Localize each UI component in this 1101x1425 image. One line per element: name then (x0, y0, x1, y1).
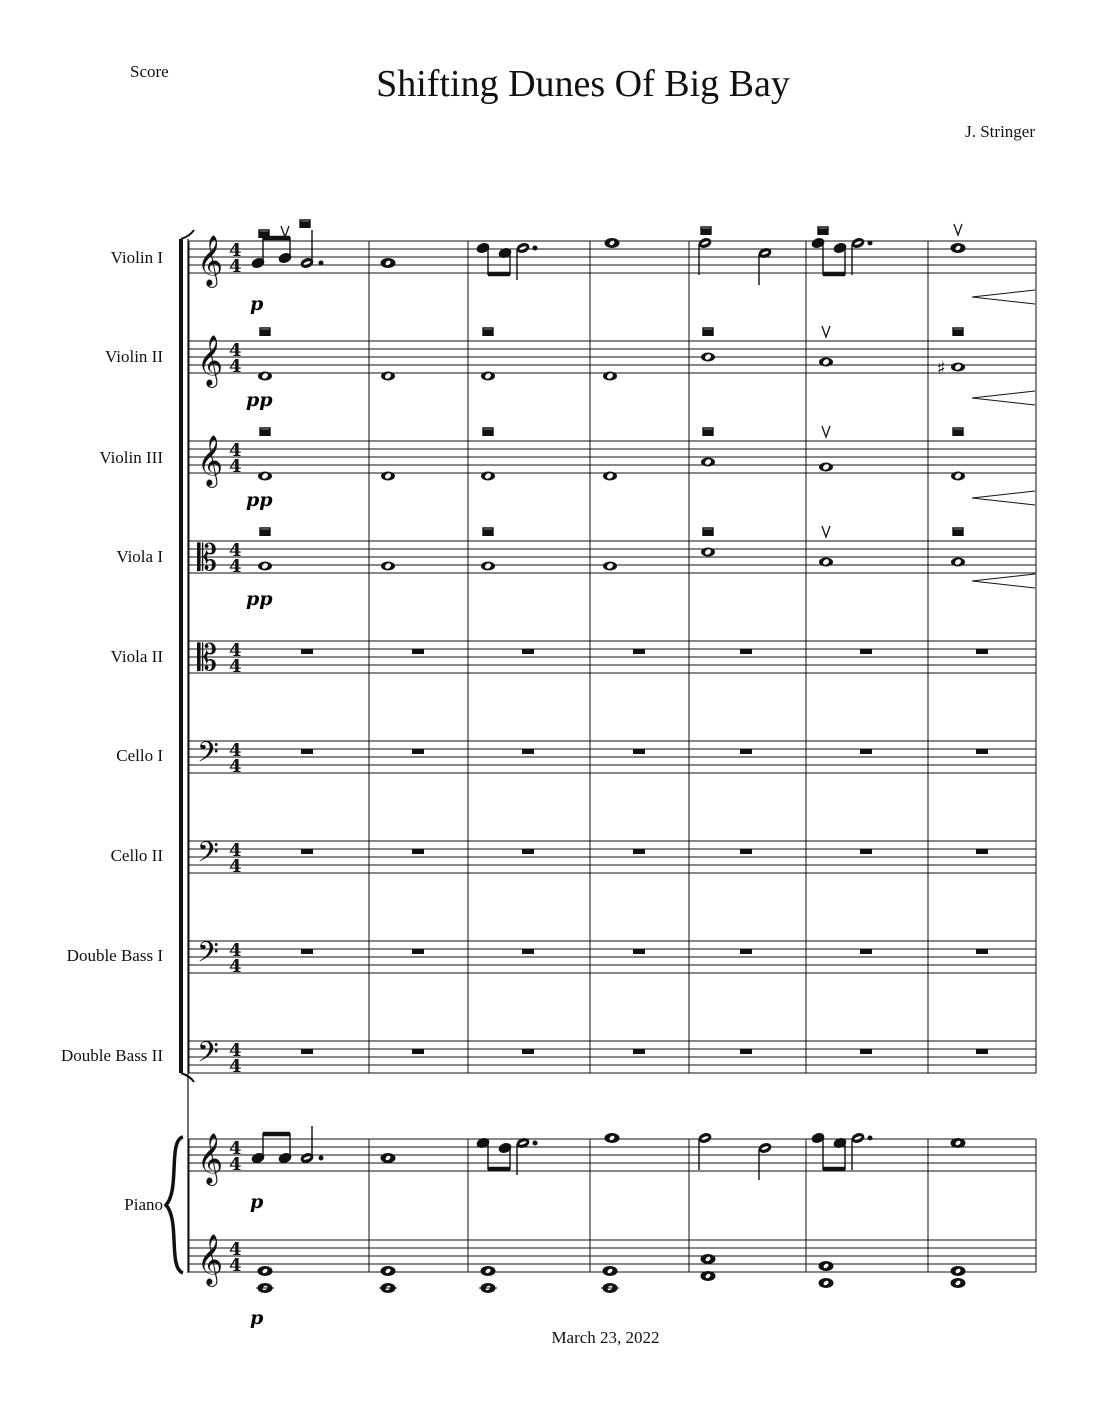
whole-rest (522, 749, 534, 754)
clefs (197, 235, 242, 1287)
whole-rest (976, 849, 988, 854)
staff-label-viola-1: Viola I (116, 547, 163, 566)
staff-label-cello-1: Cello I (116, 746, 163, 765)
time-signature-top: 4 (229, 540, 242, 561)
staff-label-violin-2: Violin II (105, 347, 163, 366)
whole-rest (522, 949, 534, 954)
crescendo-viola-1 (972, 574, 1035, 588)
time-signature-top: 4 (229, 1138, 242, 1159)
whole-rest (740, 949, 752, 954)
treble-clef-icon: 𝄞 (197, 335, 224, 386)
whole-rest (412, 1049, 424, 1054)
time-signature-top: 4 (229, 340, 242, 361)
time-signature-top: 4 (229, 1239, 242, 1260)
whole-rest (522, 1049, 534, 1054)
time-signature-top: 4 (229, 240, 242, 261)
whole-rest (860, 849, 872, 854)
whole-rest (301, 749, 313, 754)
treble-clef-icon: 𝄞 (197, 435, 224, 486)
time-signature-bottom: 4 (229, 456, 242, 477)
whole-rest (633, 1049, 645, 1054)
page-title: Shifting Dunes Of Big Bay (376, 63, 790, 105)
whole-rest (412, 949, 424, 954)
whole-rest (976, 1049, 988, 1054)
time-signature-bottom: 4 (229, 556, 242, 577)
whole-rest (412, 749, 424, 754)
violin-2-notes (258, 326, 965, 381)
alto-clef-icon: 𝄡 (197, 638, 218, 679)
date-footer: March 23, 2022 (551, 1328, 660, 1347)
time-signature-bottom: 4 (229, 1056, 242, 1077)
dynamic-piano-upper: p (250, 1191, 264, 1213)
time-signature-bottom: 4 (229, 656, 242, 677)
time-signature-top: 4 (229, 640, 242, 661)
whole-rest (860, 749, 872, 754)
staff-lines (189, 241, 1036, 1272)
crescendo-violin-3 (972, 491, 1035, 505)
dynamic-piano-lower: p (250, 1307, 264, 1329)
whole-rest (633, 949, 645, 954)
staff-label-cello-2: Cello II (110, 846, 163, 865)
score-label: Score (130, 62, 169, 81)
staff-label-violin-3: Violin III (99, 448, 163, 467)
whole-rest (301, 1049, 313, 1054)
treble-clef-icon: 𝄞 (197, 1234, 224, 1285)
whole-rests (301, 649, 988, 1054)
whole-rest (522, 849, 534, 854)
whole-rest (976, 949, 988, 954)
time-signature-bottom: 4 (229, 356, 242, 377)
piano-brace (166, 1137, 183, 1273)
time-signature-top: 4 (229, 740, 242, 761)
time-signature-top: 4 (229, 440, 242, 461)
whole-rest (633, 749, 645, 754)
staff-label-viola-2: Viola II (110, 647, 163, 666)
composer-name: J. Stringer (965, 122, 1035, 141)
staff-label-violin-1: Violin I (110, 248, 163, 267)
dynamic-violin-1: p (250, 293, 264, 315)
whole-rest (633, 649, 645, 654)
violin-1-bowings (259, 220, 962, 238)
staff-label-piano: Piano (124, 1195, 163, 1214)
whole-rest (860, 1049, 872, 1054)
bracket-top-hook (181, 230, 194, 239)
whole-rest (740, 1049, 752, 1054)
piano-upper-notes (251, 1126, 965, 1180)
whole-rest (860, 949, 872, 954)
staff-label-double-bass-2: Double Bass II (61, 1046, 163, 1065)
time-signature-bottom: 4 (229, 856, 242, 877)
whole-rest (976, 749, 988, 754)
bass-clef-icon: 𝄢 (197, 836, 219, 876)
time-signature-top: 4 (229, 940, 242, 961)
alto-clef-icon: 𝄡 (197, 538, 218, 579)
staff-label-double-bass-1: Double Bass I (66, 946, 163, 965)
whole-rest (740, 849, 752, 854)
whole-rest (301, 849, 313, 854)
bass-clef-icon: 𝄢 (197, 1036, 219, 1076)
time-signature-bottom: 4 (229, 256, 242, 277)
whole-rest (976, 649, 988, 654)
svg-text:♯: ♯ (937, 358, 946, 379)
piano-lower-notes (256, 1255, 965, 1293)
whole-rest (412, 849, 424, 854)
time-signature-top: 4 (229, 1040, 242, 1061)
whole-rest (633, 849, 645, 854)
bass-clef-icon: 𝄢 (197, 736, 219, 776)
dynamic-violin-3: pp (246, 489, 273, 511)
whole-rest (301, 949, 313, 954)
time-signature-bottom: 4 (229, 1255, 242, 1276)
treble-clef-icon: 𝄞 (197, 1133, 224, 1184)
whole-rest (301, 649, 313, 654)
treble-clef-icon: 𝄞 (197, 235, 224, 286)
whole-rest (860, 649, 872, 654)
whole-rest (522, 649, 534, 654)
dynamic-violin-2: pp (246, 389, 273, 411)
bass-clef-icon: 𝄢 (197, 936, 219, 976)
time-signature-top: 4 (229, 840, 242, 861)
whole-rest (740, 749, 752, 754)
whole-rest (412, 649, 424, 654)
crescendo-violin-2 (972, 391, 1035, 405)
time-signature-bottom: 4 (229, 756, 242, 777)
violin-3-notes (258, 426, 965, 481)
viola-1-notes (258, 526, 965, 571)
crescendo-violin-1 (972, 290, 1035, 304)
dynamic-viola-1: pp (246, 588, 273, 610)
time-signature-bottom: 4 (229, 1154, 242, 1175)
time-signature-bottom: 4 (229, 956, 242, 977)
whole-rest (740, 649, 752, 654)
